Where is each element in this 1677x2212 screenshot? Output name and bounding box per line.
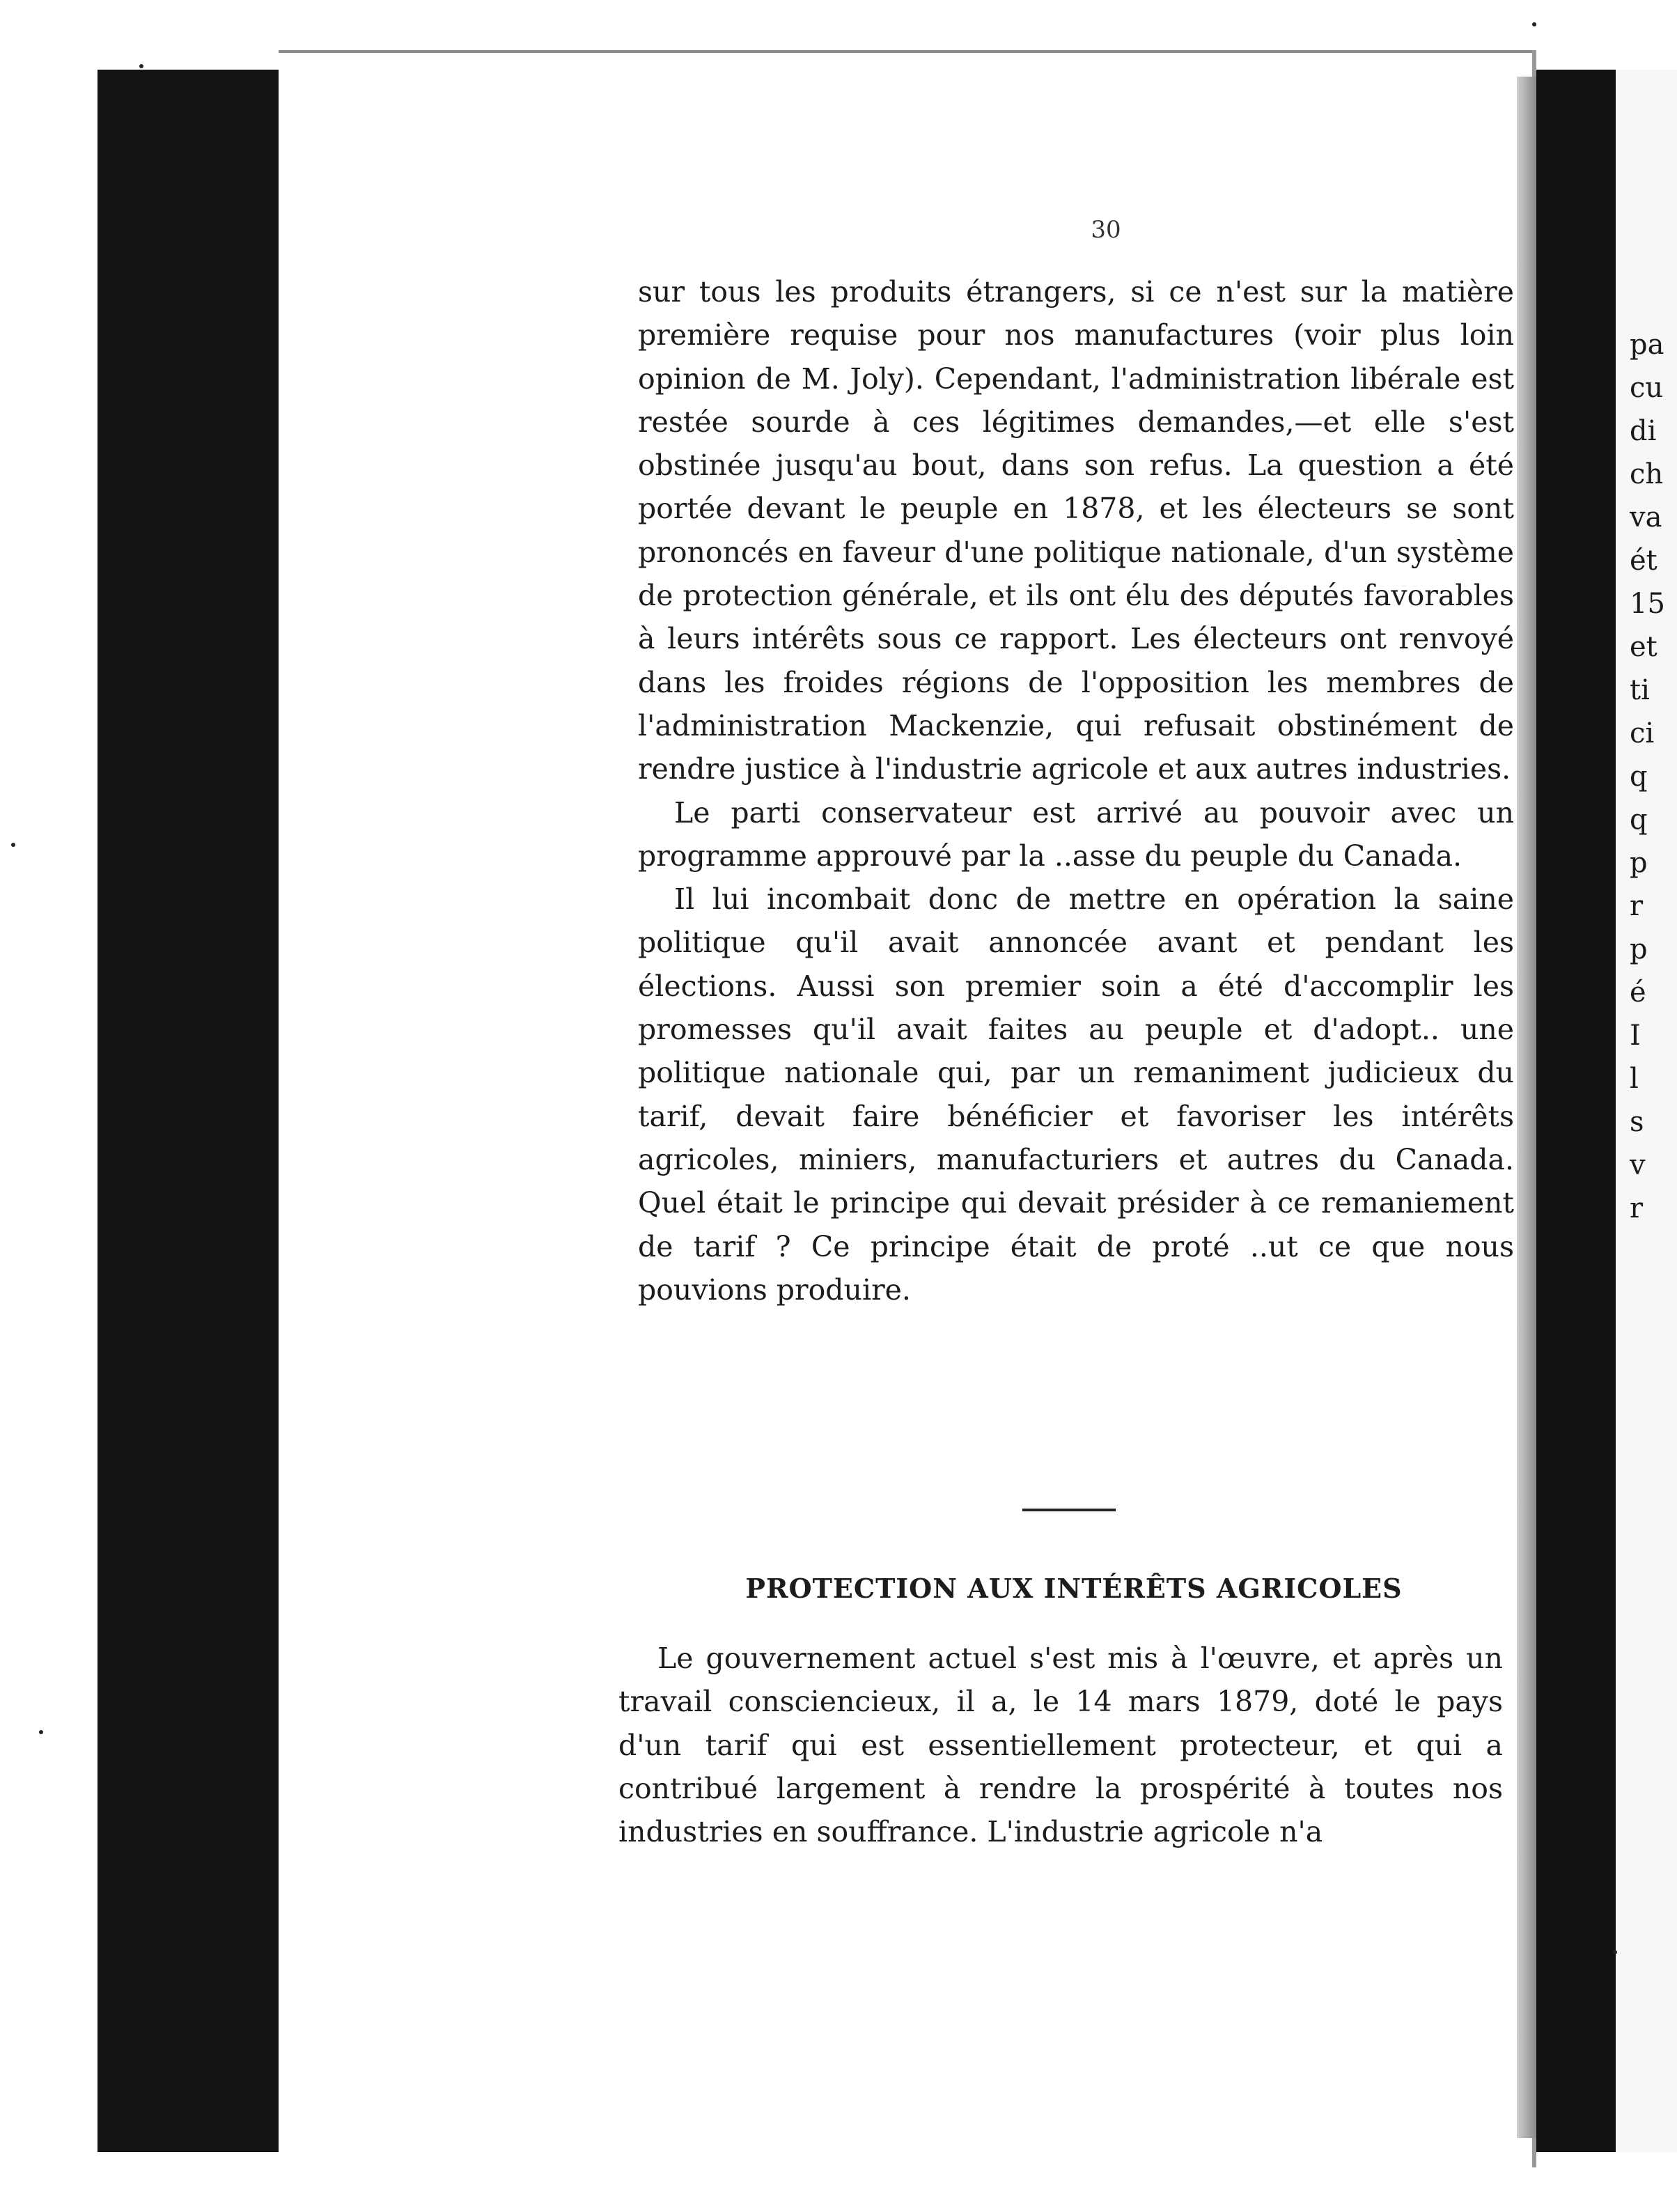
adjacent-page-edge: [1616, 70, 1677, 2152]
adjacent-page-fragment: r: [1630, 890, 1644, 922]
adjacent-page-fragment: ci: [1630, 717, 1655, 749]
body-text: [638, 270, 1514, 1311]
adjacent-page-fragment: ét: [1630, 545, 1658, 577]
adjacent-page-fragment: I: [1630, 1020, 1641, 1052]
adjacent-page-fragment: ti: [1630, 674, 1650, 706]
section-body: [618, 1637, 1503, 1853]
adjacent-page-fragment: va: [1630, 501, 1662, 533]
adjacent-page-fragment: q: [1630, 804, 1648, 836]
section-divider: [1022, 1509, 1116, 1511]
adjacent-page-fragment: l: [1630, 1063, 1639, 1095]
paragraph: Le gouvernement actuel s'est mis à l'œuvre, et après un travail consciencieux, il a, le 14 mars 1879, doté le pays d'un tarif qui est essentiellement protecteur, et qui a contribué largement à rendre la prospérité à toutes nos industries en souffrance. L'industrie agricole n'a: [618, 1642, 1503, 1849]
adjacent-page-fragment: ch: [1630, 458, 1664, 490]
adjacent-page-fragment: r: [1630, 1192, 1644, 1224]
adjacent-page-fragment: q: [1630, 761, 1648, 793]
paragraph: Le parti conservateur est arrivé au pouvoir avec un programme approuvé par la ..asse du peuple du Canada.: [638, 795, 1514, 873]
page-edge-shadow: [1517, 77, 1536, 2138]
adjacent-page-fragment: p: [1630, 933, 1648, 965]
scanner-bed-left: [98, 70, 279, 2152]
adjacent-page-fragment: et: [1630, 631, 1658, 663]
page-number: 30: [1091, 216, 1121, 244]
adjacent-page-fragment: di: [1630, 415, 1657, 447]
adjacent-page-fragment: v: [1630, 1149, 1646, 1181]
paragraph: Il lui incombait donc de mettre en opération la saine politique qu'il avait annoncée avant et pendant les élections. Aussi son premier soin a été d'accomplir les promesses qu'il avait faites au peuple et d'adopt.. une politique nationale qui, par un remaniment judicieux du tarif, devait faire bénéficier et favoriser les intérêts agricoles, miniers, manufacturiers et autres du Canada. Quel était le principe qui devait présider à ce remaniement de tarif ? Ce principe était de proté ..ut ce que nous pouvions produire.: [638, 882, 1514, 1307]
scanner-gutter-right: [1525, 70, 1616, 2152]
adjacent-page-fragment: pa: [1630, 329, 1664, 361]
adjacent-page-fragment: é: [1630, 976, 1646, 1008]
adjacent-page-fragment: 15: [1630, 588, 1665, 620]
adjacent-page-fragment: s: [1630, 1106, 1644, 1138]
adjacent-page-fragment: p: [1630, 847, 1648, 879]
adjacent-page-fragment: cu: [1630, 372, 1664, 404]
section-heading: PROTECTION AUX INTÉRÊTS AGRICOLES: [745, 1573, 1403, 1604]
paragraph: sur tous les produits étrangers, si ce n'est sur la matière première requise pour nos manufactures (voir plus loin opinion de M. Joly). Cependant, l'administration libérale est restée sourde à ces légitimes demandes,—et elle s'est obstinée jusqu'au bout, dans son refus. La question a été portée devant le peuple en 1878, et les électeurs se sont prononcés en faveur d'une politique nationale, d'un système de protection générale, et ils ont élu des députés favorables à leurs intérêts sous ce rapport. Les électeurs ont renvoyé dans les froides régions de l'opposition les membres de l'administration Mackenzie, qui refusait obstinément de rendre justice à l'industrie agricole et aux autres industries.: [638, 275, 1514, 786]
